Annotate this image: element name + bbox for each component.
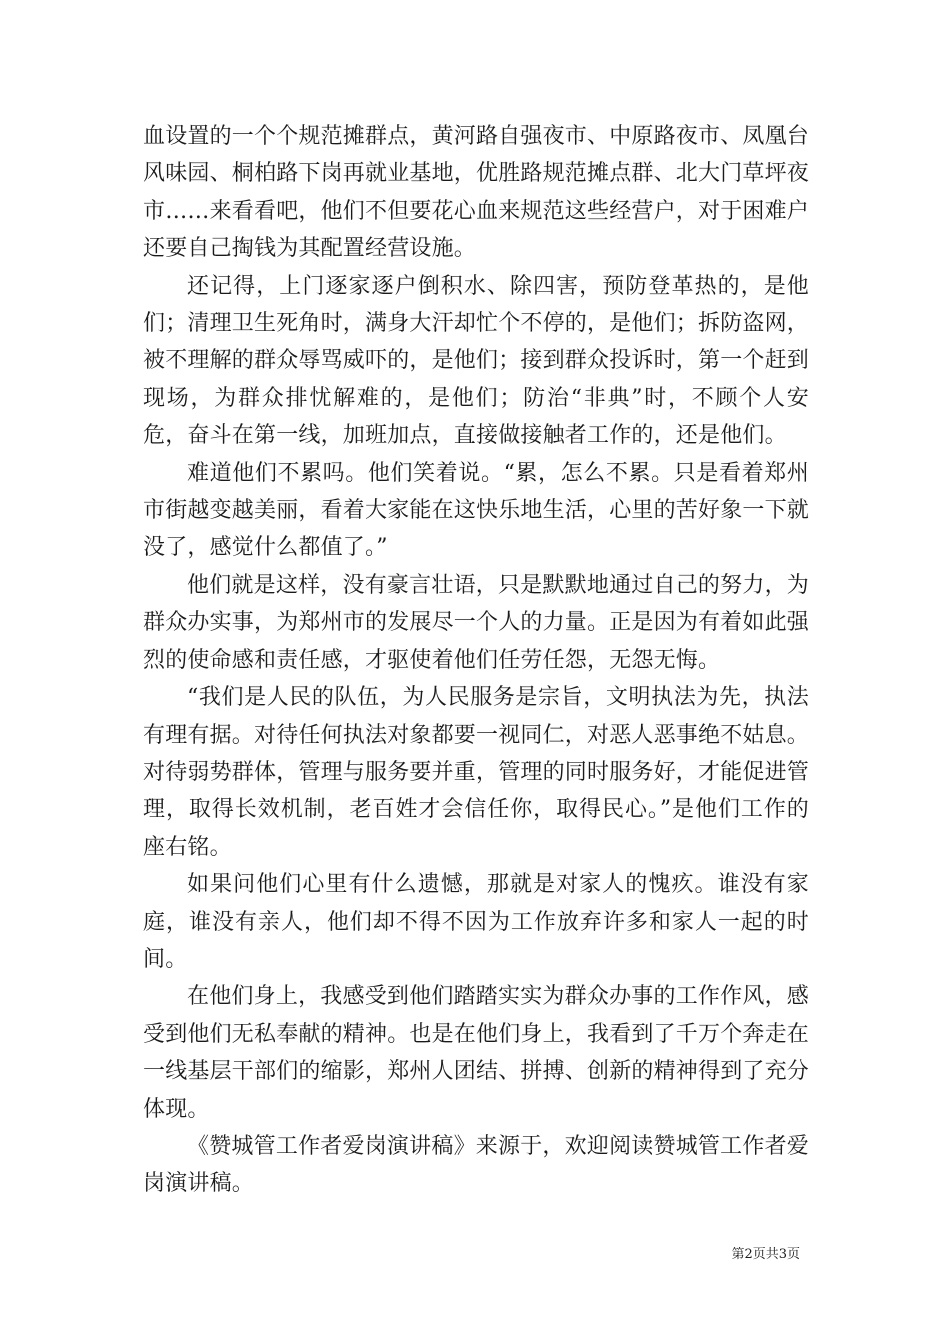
paragraph: 如果问他们心里有什么遗憾，那就是对家人的愧疚。谁没有家庭，谁没有亲人，他们却不得不因为工作放弃许多和家人一起的时间。 (143, 872, 809, 972)
paragraph-continuation: 血设置的一个个规范摊群点，黄河路自强夜市、中原路夜市、凤凰台风味园、桐柏路下岗再就业基地，优胜路规范摊点群、北大门草坪夜市……来看看吧，他们不但要花心血来规范这些经营户，对于困难户还要自己掏钱为其配置经营设施。 (143, 124, 810, 262)
document-body (143, 118, 809, 1203)
paragraph: 还记得，上门逐家逐户倒积水、除四害，预防登革热的，是他们；清理卫生死角时，满身大汗却忙个不停的，是他们；拆防盗网，被不理解的群众辱骂威吓的，是他们；接到群众投诉时，第一个赶到现场，为群众排忧解难的，是他们；防治“非典”时，不顾个人安危，奋斗在第一线，加班加点，直接做接触者工作的，还是他们。 (143, 273, 810, 449)
paragraph: “我们是人民的队伍，为人民服务是宗旨，文明执法为先，执法有理有据。对待任何执法对象都要一视同仁，对恶人恶事绝不姑息。对待弱势群体，管理与服务要并重，管理的同时服务好，才能促进管理，取得长效机制，老百姓才会信任你，取得民心。”是他们工作的座右铭。 (143, 685, 810, 860)
paragraph-closing-note: 《赞城管工作者爱岗演讲稿》来源于，欢迎阅读赞城管工作者爱岗演讲稿。 (143, 1133, 809, 1197)
paragraph: 在他们身上，我感受到他们踏踏实实为群众办事的工作作风，感受到他们无私奉献的精神。也是在他们身上，我看到了千万个奔走在一线基层干部们的缩影，郑州人团结、拼搏、创新的精神得到了充分体现。 (143, 984, 810, 1122)
paragraph: 他们就是这样，没有豪言壮语，只是默默地通过自己的努力，为群众办实事，为郑州市的发展尽一个人的力量。正是因为有着如此强烈的使命感和责任感，才驱使着他们任劳任怨，无怨无悔。 (143, 572, 810, 673)
page-number-footer: 第2页共3页 (731, 1247, 800, 1262)
paragraph: 难道他们不累吗。他们笑着说。“累，怎么不累。只是看着郑州市街越变越美丽，看着大家能在这快乐地生活，心里的苦好象一下就没了，感觉什么都值了。” (143, 460, 810, 561)
